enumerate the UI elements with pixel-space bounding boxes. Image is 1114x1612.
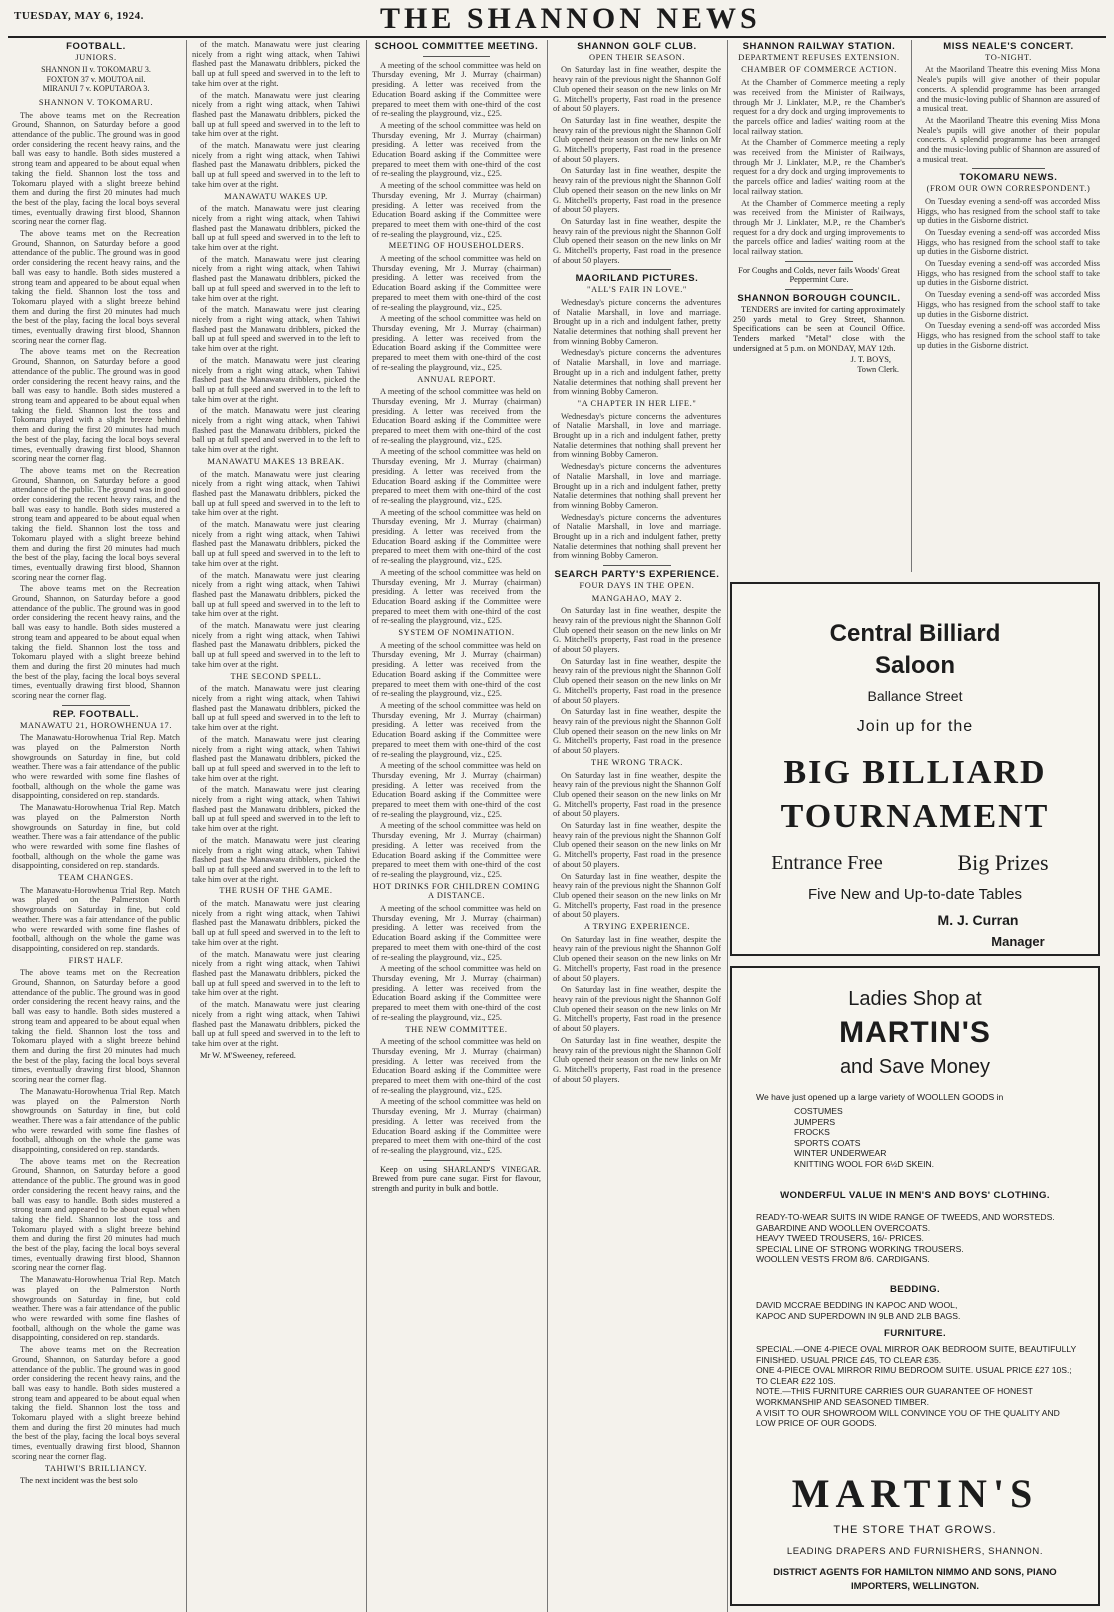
article-body xyxy=(553,771,721,921)
paragraph: At the Chamber of Commerce meeting a reply was received from the Minister of Railways, through Mr J. Linklater, M.P., re the Chamber's request for a dry dock and urging improvements to the parcels office and ladies' waiting room at the local railway station. xyxy=(733,138,905,196)
article-body xyxy=(372,387,541,626)
paragraph: On Saturday last in fine weather, despite the heavy rain of the previous night the Shannon Golf Club opened their season on the new links on Mr G. Mitchell's property, Fast road in the presence of about 50 players. xyxy=(553,770,721,819)
paragraph: On Saturday last in fine weather, despite the heavy rain of the previous night the Shannon Golf Club opened their season on the new links on Mr G. Mitchell's property, Fast road in the presence of about 50 players. xyxy=(553,985,721,1034)
ad-section-heading: FURNITURE. xyxy=(883,1328,947,1339)
article-heading: SHANNON V. TOKOMARU. xyxy=(38,97,154,107)
section-subheading: FOUR DAYS IN THE OPEN. xyxy=(579,580,695,590)
column-2 xyxy=(192,40,360,1612)
paragraph: A meeting of the school committee was held on Thursday evening, Mr J. Murray (chairman) presiding. A letter was received from the Education Board asking if the Committee were prepared to meet them with one-third of the cost of re-sealing the playground, viz., £25. xyxy=(372,120,541,179)
list-item: A VISIT TO OUR SHOWROOM WILL CONVINCE YOU OF THE QUALITY AND LOW PRICE OF OUR GOODS. xyxy=(756,1407,1060,1429)
paragraph: of the match. Manawatu were just clearing nicely from a right wing attack, when Tahiwi flashed past the Manawatu dribblers, picked the ball up at full speed and swerved in to the left to take him over at the right. xyxy=(192,734,360,783)
section-heading: MISS NEALE'S CONCERT. xyxy=(943,41,1074,52)
paragraph: The Manawatu-Horowhenua Trial Rep. Match was played on the Palmerston North showgrounds on Saturday in fine, but cold weather. There was a fair attendance of the public who were rewarded with some fine flashes of football, although on the whole the game was disappointing, considered on rep. standards. xyxy=(12,1086,180,1155)
paragraph: On Tuesday evening a send-off was accorded Miss Higgs, who has resigned from the school staff to take up duties in the Gisborne district. xyxy=(917,290,1100,319)
list-item: WINTER UNDERWEAR xyxy=(794,1148,887,1159)
paragraph: A meeting of the school committee was held on Thursday evening, Mr J. Murray (chairman) presiding. A letter was received from the Education Board asking if the Committee were prepared to meet them with one-third of the cost of re-sealing the playground, viz., £25. xyxy=(372,701,541,759)
paragraph: The above teams met on the Recreation Ground, Shannon, on Saturday before a good attendance of the public. The ground was in good order considering the recent heavy rains, and the ball was easy to handle. Both sides mustered a strong team and appeared to be about equal when taking the field. Shannon lost the toss and Tokomaru played with a slight breeze behind them and during the first 20 minutes had much the best of the play, facing the local boys several times, eventually drawing first blood, Shannon scoring near the corner flag. xyxy=(12,465,180,582)
column-rule xyxy=(727,40,728,1612)
ad-line: Ladies Shop at xyxy=(848,988,982,1010)
ad-headline: MARTIN'S xyxy=(791,1471,1039,1516)
ad-section-heading: BEDDING. xyxy=(889,1284,941,1295)
list-item: FROCKS xyxy=(794,1127,830,1138)
paragraph: On Saturday last in fine weather, despite the heavy rain of the previous night the Shannon Golf Club opened their season on the new links on Mr G. Mitchell's property, Fast road in the presence of about 50 players. xyxy=(553,115,721,164)
paragraph: A meeting of the school committee was held on Thursday evening, Mr J. Murray (chairman) presiding. A letter was received from the Education Board asking if the Committee were prepared to meet them with one-third of the cost of re-sealing the playground, viz., £25. xyxy=(372,964,541,1022)
divider xyxy=(785,261,854,262)
masthead-title: THE SHANNON NEWS xyxy=(380,2,761,35)
section-subheading: CHAMBER OF COMMERCE ACTION. xyxy=(741,65,897,75)
paragraph: A meeting of the school committee was held on Thursday evening, Mr J. Murray (chairman) presiding. A letter was received from the Education Board asking if the Committee were prepared to meet them with one-third of the cost of re-sealing the playground, viz., £25. xyxy=(372,1037,541,1095)
paragraph: A meeting of the school committee was held on Thursday evening, Mr J. Murray (chairman) presiding. A letter was received from the Education Board asking if the Committee were prepared to meet them with one-third of the cost of re-sealing the playground, viz., £25. xyxy=(372,181,541,239)
list-item: GABARDINE AND WOOLLEN OVERCOATS. xyxy=(756,1222,931,1233)
list-item: DAVID MCCRAE BEDDING IN KAPOC AND WOOL, xyxy=(756,1300,958,1310)
paragraph: A meeting of the school committee was held on Thursday evening, Mr J. Murray (chairman) presiding. A letter was received from the Education Board asking if the Committee were prepared to meet them with one-third of the cost of re-sealing the playground, viz., £25. xyxy=(372,507,541,566)
paragraph: The above teams met on the Recreation Ground, Shannon, on Saturday before a good attendance of the public. The ground was in good order considering the recent heavy rains, and the ball was easy to handle. Both sides mustered a strong team and appeared to be about equal when taking the field. Shannon lost the toss and Tokomaru played with a slight breeze behind them and during the first 20 minutes had much the best of the play, facing the local boys several times, eventually drawing first blood, Shannon scoring near the corner flag. xyxy=(12,584,180,701)
paragraph: A meeting of the school committee was held on Thursday evening, Mr J. Murray (chairman) presiding. A letter was received from the Education Board asking if the Committee were prepared to meet them with one-third of the cost of re-sealing the playground, viz., £25. xyxy=(372,904,541,962)
article-body xyxy=(12,111,180,701)
results-list xyxy=(12,65,180,94)
paragraph: A meeting of the school committee was held on Thursday evening, Mr J. Murray (chairman) presiding. A letter was received from the Education Board asking if the Committee were prepared to meet them with one-third of the cost of re-sealing the playground, viz., £25. xyxy=(372,254,541,312)
list-item: WOOLLEN VESTS FROM 8/6. CARDIGANS. xyxy=(756,1254,930,1265)
paragraph: The Manawatu-Horowhenua Trial Rep. Match was played on the Palmerston North showgrounds on Saturday in fine, but cold weather. There was a fair attendance of the public who were rewarded with some fine flashes of football, although on the whole the game was disappointing, considered on rep. standards. xyxy=(12,733,180,801)
list-item: SPECIAL.—ONE 4-PIECE OVAL MIRROR OAK BEDROOM SUITE, BEAUTIFULLY FINISHED. USUAL PRICE £45, TO CLEAR £35. xyxy=(756,1344,1077,1365)
paragraph: Wednesday's picture concerns the adventures of Natalie Marshall, in love and marriage. Brought up in a rich and indulgent father, pretty Natalie determines that nothing shall prevent her from winning Bobby Cameron. xyxy=(553,297,721,346)
paragraph: On Tuesday evening a send-off was accorded Miss Higgs, who has resigned from the school staff to take up duties in the Gisborne district. xyxy=(917,227,1100,257)
paragraph: On Saturday last in fine weather, despite the heavy rain of the previous night the Shannon Golf Club opened their season on the new links on Mr G. Mitchell's property, Fast road in the presence of about 50 players. xyxy=(553,656,721,705)
paragraph: On Saturday last in fine weather, despite the heavy rain of the previous night the Shannon Golf Club opened their season on the new links on Mr G. Mitchell's property, Fast road in the presence of about 50 players. xyxy=(553,65,721,114)
article-subheading: MANAWATU MAKES 13 BREAK. xyxy=(207,456,345,466)
ad-line: Saloon xyxy=(874,652,955,679)
section-heading: TOKOMARU NEWS. xyxy=(959,172,1058,184)
ad-signature: M. J. Curran xyxy=(937,912,1019,928)
paragraph: Wednesday's picture concerns the adventures of Natalie Marshall, in love and marriage. Brought up in a rich and indulgent father, pretty Natalie determines that nothing shall prevent her from winning Bobby Cameron. xyxy=(553,411,721,460)
woollens-list xyxy=(794,1106,1078,1170)
section-heading: REP. FOOTBALL. xyxy=(52,708,140,720)
paragraph: of the match. Manawatu were just clearing nicely from a right wing attack, when Tahiwi flashed past the Manawatu dribblers, picked the ball up at full speed and swerved in to the left to take him over at the right. xyxy=(192,621,360,669)
paragraph: A meeting of the school committee was held on Thursday evening, Mr J. Murray (chairman) presiding. A letter was received from the Education Board asking if the Committee were prepared to meet them with one-third of the cost of re-sealing the playground, viz., £25. xyxy=(372,447,541,505)
dateline: MANGAHAO, MAY 2. xyxy=(591,593,683,603)
ad-headline: BIG BILLIARD xyxy=(783,754,1047,791)
article-subheading: "A CHAPTER IN HER LIFE." xyxy=(577,398,697,408)
ad-line: Big Prizes xyxy=(957,850,1049,875)
ad-line: and Save Money xyxy=(839,1056,991,1078)
list-item: HEAVY TWEED TROUSERS, 16/- PRICES. xyxy=(756,1233,924,1244)
paragraph: On Tuesday evening a send-off was accorded Miss Higgs, who has resigned from the school staff to take up duties in the Gisborne district. xyxy=(917,196,1100,226)
issue-date: TUESDAY, MAY 6, 1924. xyxy=(14,10,144,22)
paragraph: of the match. Manawatu were just clearing nicely from a right wing attack, when Tahiwi flashed past the Manawatu dribblers, picked the ball up at full speed and swerved in to the left to take him over at the right. xyxy=(192,1000,360,1048)
article-body xyxy=(372,254,541,372)
section-heading: SEARCH PARTY'S EXPERIENCE. xyxy=(554,569,720,581)
article-body xyxy=(553,298,721,397)
divider xyxy=(423,56,491,57)
section-heading: SHANNON GOLF CLUB. xyxy=(577,41,697,52)
paragraph: of the match. Manawatu were just clearing nicely from a right wing attack, when Tahiwi flashed past the Manawatu dribblers, picked the ball up at full speed and swerved in to the left to take him over at the right. xyxy=(192,254,360,303)
column-rule xyxy=(911,40,912,572)
paragraph: of the match. Manawatu were just clearing nicely from a right wing attack, when Tahiwi flashed past the Manawatu dribblers, picked the ball up at full speed and swerved in to the left to take him over at the right. xyxy=(192,949,360,998)
paragraph: On Saturday last in fine weather, despite the heavy rain of the previous night the Shannon Golf Club opened their season on the new links on Mr G. Mitchell's property, Fast road in the presence of about 50 players. xyxy=(553,606,721,655)
martins-advertisement xyxy=(730,966,1100,1606)
article-subheading: FIRST HALF. xyxy=(68,955,124,965)
article-body xyxy=(12,733,180,871)
article-body xyxy=(553,606,721,756)
vinegar-notice: Keep on using SHARLAND'S VINEGAR. Brewed from pure cane sugar. First for flavour, strength and purity in bulk and bottle. xyxy=(372,1164,541,1194)
list-item: SPECIAL LINE OF STRONG WORKING TROUSERS. xyxy=(756,1243,964,1254)
article-subheading: MANAWATU WAKES UP. xyxy=(224,191,328,201)
article-body xyxy=(12,968,180,1461)
paragraph: The above teams met on the Recreation Ground, Shannon, on Saturday before a good attendance of the public. The ground was in good order considering the recent heavy rains, and the ball was easy to handle. Both sides mustered a strong team and appeared to be about equal when taking the field. Shannon lost the toss and Tokomaru played with a slight breeze behind them and during the first 20 minutes had much the best of the play, facing the local boys several times, eventually drawing first blood, Shannon scoring near the corner flag. xyxy=(12,110,180,227)
ad-line: DISTRICT AGENTS FOR HAMILTON NIMMO AND SONS, PIANO IMPORTERS, WELLINGTON. xyxy=(773,1567,1057,1592)
paragraph: A meeting of the school committee was held on Thursday evening, Mr J. Murray (chairman) presiding. A letter was received from the Education Board asking if the Committee were prepared to meet them with one-third of the cost of re-sealing the playground, viz., £25. xyxy=(372,761,541,819)
ad-section-heading: WONDERFUL VALUE IN MEN'S AND BOYS' CLOTHING. xyxy=(780,1190,1050,1201)
column-rule xyxy=(186,40,187,1612)
ad-line: LEADING DRAPERS AND FURNISHERS, SHANNON. xyxy=(786,1546,1044,1557)
paragraph: The above teams met on the Recreation Ground, Shannon, on Saturday before a good attendance of the public. The ground was in good order considering the recent heavy rains, and the ball was easy to handle. Both sides mustered a strong team and appeared to be about equal when taking the field. Shannon lost the toss and Tokomaru played with a slight breeze behind them and during the first 20 minutes had much the best of the play, facing the local boys several times, eventually drawing first blood, Shannon scoring near the corner flag. xyxy=(12,968,180,1085)
divider xyxy=(423,1160,491,1161)
article-body xyxy=(917,197,1100,351)
paragraph: of the match. Manawatu were just clearing nicely from a right wing attack, when Tahiwi flashed past the Manawatu dribblers, picked the ball up at full speed and swerved in to the left to take him over at the right. xyxy=(192,141,360,189)
ad-line: THE STORE THAT GROWS. xyxy=(833,1524,997,1536)
paragraph: The Manawatu-Horowhenua Trial Rep. Match was played on the Palmerston North showgrounds on Saturday in fine, but cold weather. There was a fair attendance of the public who were rewarded with some fine flashes of football, although on the whole the game was disappointing, considered on rep. standards. xyxy=(12,803,180,871)
paragraph: The Manawatu-Horowhenua Trial Rep. Match was played on the Palmerston North showgrounds on Saturday in fine, but cold weather. There was a fair attendance of the public who were rewarded with some fine flashes of football, although on the whole the game was disappointing, considered on rep. standards. xyxy=(12,885,180,953)
paragraph: of the match. Manawatu were just clearing nicely from a right wing attack, when Tahiwi flashed past the Manawatu dribblers, picked the ball up at full speed and swerved in to the left to take him over at the right. xyxy=(192,355,360,404)
bedding-list xyxy=(756,1300,1078,1321)
section-subheading: OPEN THEIR SEASON. xyxy=(588,52,686,62)
divider xyxy=(785,289,854,290)
column-rule xyxy=(366,40,367,1612)
signature-name: J. T. BOYS, xyxy=(850,355,891,365)
list-item: NOTE.—THIS FURNITURE CARRIES OUR GUARANTEE OF HONEST WORKMANSHIP AND SEASONED TIMBER. xyxy=(756,1386,1033,1407)
paragraph: On Saturday last in fine weather, despite the heavy rain of the previous night the Shannon Golf Club opened their season on the new links on Mr G. Mitchell's property, Fast road in the presence of about 50 players. xyxy=(553,871,721,920)
section-subheading: "ALL'S FAIR IN LOVE." xyxy=(587,285,687,295)
signature-title: Town Clerk. xyxy=(857,365,899,375)
paragraph: On Saturday last in fine weather, despite the heavy rain of the previous night the Shannon Golf Club opened their season on the new links on Mr G. Mitchell's property, Fast road in the presence of about 50 players. xyxy=(553,216,721,265)
ad-signature-title: Manager xyxy=(991,934,1045,949)
section-heading: SHANNON RAILWAY STATION. xyxy=(742,41,896,52)
article-body xyxy=(192,899,360,1049)
article-body xyxy=(192,204,360,455)
article-body xyxy=(192,684,360,884)
paragraph: of the match. Manawatu were just clearing nicely from a right wing attack, when Tahiwi flashed past the Manawatu dribblers, picked the ball up at full speed and swerved in to the left to take him over at the right. xyxy=(192,469,360,518)
paragraph: A meeting of the school committee was held on Thursday evening, Mr J. Murray (chairman) presiding. A letter was received from the Education Board asking if the Committee were prepared to meet them with one-third of the cost of re-sealing the playground, viz., £25. xyxy=(372,314,541,372)
article-subheading: THE RUSH OF THE GAME. xyxy=(219,886,333,896)
article-body xyxy=(553,412,721,562)
paragraph: At the Maoriland Theatre this evening Miss Mona Neale's pupils will give another of their popular concerts. A splendid programme has been arranged and the music-loving public of Shannon are assured of a musical treat. xyxy=(917,115,1100,164)
ad-line: Entrance Free xyxy=(771,852,883,874)
paragraph: A meeting of the school committee was held on Thursday evening, Mr J. Murray (chairman) presiding. A letter was received from the Education Board asking if the Committee were prepared to meet them with one-third of the cost of re-sealing the playground, viz., £25. xyxy=(372,1097,541,1155)
section-subheading: TO-NIGHT. xyxy=(985,52,1032,62)
paragraph: of the match. Manawatu were just clearing nicely from a right wing attack, when Tahiwi flashed past the Manawatu dribblers, picked the ball up at full speed and swerved in to the left to take him over at the right. xyxy=(192,520,360,568)
article-subheading: HOT DRINKS FOR CHILDREN COMING A DISTANCE. xyxy=(372,881,541,901)
column-4 xyxy=(553,40,721,1612)
article-body xyxy=(372,641,541,880)
paragraph: of the match. Manawatu were just clearing nicely from a right wing attack, when Tahiwi flashed past the Manawatu dribblers, picked the ball up at full speed and swerved in to the left to take him over at the right. xyxy=(192,570,360,619)
article-body xyxy=(192,470,360,670)
article-body xyxy=(192,40,360,190)
article-body xyxy=(372,904,541,1022)
ad-line: Central Billiard xyxy=(829,620,1001,647)
divider xyxy=(972,168,1045,169)
paragraph: On Saturday last in fine weather, despite the heavy rain of the previous night the Shannon Golf Club opened their season on the new links on Mr G. Mitchell's property, Fast road in the presence of about 50 players. xyxy=(553,707,721,756)
paragraph: The next incident was the best solo xyxy=(20,1476,138,1486)
paragraph: A meeting of the school committee was held on Thursday evening, Mr J. Murray (chairman) presiding. A letter was received from the Education Board asking if the Committee were prepared to meet them with one-third of the cost of re-sealing the playground, viz., £25. xyxy=(372,387,541,445)
column-1 xyxy=(12,40,180,1612)
paragraph: Wednesday's picture concerns the adventures of Natalie Marshall, in love and marriage. Brought up in a rich and indulgent father, pretty Natalie determines that nothing shall prevent her from winning Bobby Cameron. xyxy=(553,512,721,561)
section-heading: SCHOOL COMMITTEE MEETING. xyxy=(374,41,539,52)
cough-cure-notice: For Coughs and Colds, never fails Woods' Great Peppermint Cure. xyxy=(738,265,900,285)
paragraph: A meeting of the school committee was held on Thursday evening, Mr J. Murray (chairman) presiding. A letter was received from the Education Board asking if the Committee were prepared to meet them with one-third of the cost of re-sealing the playground, viz., £25. xyxy=(372,60,541,119)
paragraph: The above teams met on the Recreation Ground, Shannon, on Saturday before a good attendance of the public. The ground was in good order considering the recent heavy rains, and the ball was easy to handle. Both sides mustered a strong team and appeared to be about equal when taking the field. Shannon lost the toss and Tokomaru played with a slight breeze behind them and during the first 20 minutes had much the best of the play, facing the local boys several times, eventually drawing first blood, Shannon scoring near the corner flag. xyxy=(12,1345,180,1461)
paragraph: At the Maoriland Theatre this evening Miss Mona Neale's pupils will give another of their popular concerts. A splendid programme has been arranged and the music-loving public of Shannon are assured of a musical treat. xyxy=(917,65,1100,114)
paragraph: On Tuesday evening a send-off was accorded Miss Higgs, who has resigned from the school staff to take up duties in the Gisborne district. xyxy=(917,259,1100,288)
paragraph: A meeting of the school committee was held on Thursday evening, Mr J. Murray (chairman) presiding. A letter was received from the Education Board asking if the Committee were prepared to meet them with one-third of the cost of re-sealing the playground, viz., £25. xyxy=(372,640,541,699)
paragraph: Wednesday's picture concerns the adventures of Natalie Marshall, in love and marriage. Brought up in a rich and indulgent father, pretty Natalie determines that nothing shall prevent her from winning Bobby Cameron. xyxy=(553,462,721,510)
article-body xyxy=(733,78,905,257)
paragraph: On Saturday last in fine weather, despite the heavy rain of the previous night the Shannon Golf Club opened their season on the new links on Mr G. Mitchell's property, Fast road in the presence of about 50 players. xyxy=(553,166,721,215)
paragraph: A meeting of the school committee was held on Thursday evening, Mr J. Murray (chairman) presiding. A letter was received from the Education Board asking if the Committee were prepared to meet them with one-third of the cost of re-sealing the playground, viz., £25. xyxy=(372,821,541,879)
list-item: READY-TO-WEAR SUITS IN WIDE RANGE OF TWEEDS, AND WORSTEDS. xyxy=(756,1212,1055,1222)
article-subheading: MEETING OF HOUSEHOLDERS. xyxy=(388,241,525,251)
article-subheading: THE NEW COMMITTEE. xyxy=(405,1024,508,1034)
list-item: ONE 4-PIECE OVAL MIRROR RIMU BEDROOM SUITE. USUAL PRICE £27 10S.; TO CLEAR £22 10S. xyxy=(756,1365,1072,1386)
section-subheading: DEPARTMENT REFUSES EXTENSION. xyxy=(738,52,900,62)
article-subheading: A TRYING EXPERIENCE. xyxy=(583,922,691,932)
paragraph: The above teams met on the Recreation Ground, Shannon, on Saturday before a good attendance of the public. The ground was in good order considering the recent heavy rains, and the ball was easy to handle. Both sides mustered a strong team and appeared to be about equal when taking the field. Shannon lost the toss and Tokomaru played with a slight breeze behind them and during the first 20 minutes had much the best of the play, facing the local boys several times, eventually drawing first blood, Shannon scoring near the corner flag. xyxy=(12,1156,180,1273)
paragraph: of the match. Manawatu were just clearing nicely from a right wing attack, when Tahiwi flashed past the Manawatu dribblers, picked the ball up at full speed and swerved in to the left to take him over at the right. xyxy=(192,40,360,88)
article-body xyxy=(917,65,1100,164)
paragraph: On Saturday last in fine weather, despite the heavy rain of the previous night the Shannon Golf Club opened their season on the new links on Mr G. Mitchell's property, Fast road in the presence of about 50 players. xyxy=(553,934,721,983)
section-heading: SHANNON BOROUGH COUNCIL. xyxy=(737,293,901,305)
section-heading: MAORILAND PICTURES. xyxy=(575,273,699,285)
paragraph: of the match. Manawatu were just clearing nicely from a right wing attack, when Tahiwi flashed past the Manawatu dribblers, picked the ball up at full speed and swerved in to the left to take him over at the right. xyxy=(192,305,360,354)
column-6 xyxy=(917,40,1100,572)
paragraph: The Manawatu-Horowhenua Trial Rep. Match was played on the Palmerston North showgrounds on Saturday in fine, but cold weather. There was a fair attendance of the public who were rewarded with some fine flashes of football, although on the whole the game was disappointing, considered on rep. standards. xyxy=(12,1275,180,1343)
article-body xyxy=(553,935,721,1085)
result-line: SHANNON II v. TOKOMARU 3. xyxy=(41,65,151,75)
article-subheading: TAHIWI'S BRILLIANCY. xyxy=(44,1463,147,1473)
paragraph: The above teams met on the Recreation Ground, Shannon, on Saturday before a good attendance of the public. The ground was in good order considering the recent heavy rains, and the ball was easy to handle. Both sides mustered a strong team and appeared to be about equal when taking the field. Shannon lost the toss and Tokomaru played with a slight breeze behind them and during the first 20 minutes had much the best of the play, facing the local boys several times, eventually drawing first blood, Shannon scoring near the corner flag. xyxy=(12,229,180,345)
divider xyxy=(603,565,670,566)
tender-notice: TENDERS are invited for carting approximately 250 yards metal to Grey Street, Shannon. Specifications can be seen at Council Office. Tenders marked "Metal" close with the undersigned at 5 p.m. on MONDAY, MAY 12th. xyxy=(733,304,905,353)
ad-headline: MARTIN'S xyxy=(839,1016,991,1049)
mens-list xyxy=(756,1212,1078,1265)
divider xyxy=(62,705,129,706)
column-3 xyxy=(372,40,541,1612)
paragraph: On Saturday last in fine weather, despite the heavy rain of the previous night the Shannon Golf Club opened their season on the new links on Mr G. Mitchell's property, Fast road in the presence of about 50 players. xyxy=(553,1035,721,1084)
paragraph: The above teams met on the Recreation Ground, Shannon, on Saturday before a good attendance of the public. The ground was in good order considering the recent heavy rains, and the ball was easy to handle. Both sides mustered a strong team and appeared to be about equal when taking the field. Shannon lost the toss and Tokomaru played with a slight breeze behind them and during the first 20 minutes had much the best of the play, facing the local boys several times, eventually drawing first blood, Shannon scoring near the corner flag. xyxy=(12,347,180,464)
paragraph: On Tuesday evening a send-off was accorded Miss Higgs, who has resigned from the school staff to take up duties in the Gisborne district. xyxy=(917,321,1100,350)
column-rule xyxy=(547,40,548,1612)
paragraph: A meeting of the school committee was held on Thursday evening, Mr J. Murray (chairman) presiding. A letter was received from the Education Board asking if the Committee were prepared to meet them with one-third of the cost of re-sealing the playground, viz., £25. xyxy=(372,567,541,626)
list-item: COSTUMES xyxy=(794,1106,843,1116)
ad-line: Five New and Up-to-date Tables xyxy=(808,886,1022,903)
article-heading: MANAWATU 21, HOROWHENUA 17. xyxy=(19,720,173,730)
ad-line: Ballance Street xyxy=(867,688,963,704)
paragraph: On Saturday last in fine weather, despite the heavy rain of the previous night the Shannon Golf Club opened their season on the new links on Mr G. Mitchell's property, Fast road in the presence of about 50 players. xyxy=(553,821,721,869)
article-subheading: SYSTEM OF NOMINATION. xyxy=(398,628,515,638)
list-item: KNITTING WOOL FOR 6½D SKEIN. xyxy=(794,1158,935,1169)
list-item: SPORTS COATS xyxy=(794,1137,861,1148)
masthead-bar xyxy=(8,0,1106,38)
billiard-advertisement xyxy=(730,582,1100,956)
article-body xyxy=(12,886,180,954)
section-subheading: (FROM OUR OWN CORRESPONDENT.) xyxy=(926,184,1091,194)
paragraph: of the match. Manawatu were just clearing nicely from a right wing attack, when Tahiwi flashed past the Manawatu dribblers, picked the ball up at full speed and swerved in to the left to take him over at the right. xyxy=(192,406,360,455)
referee-line: Mr W. M'Sweeney, refereed. xyxy=(200,1050,296,1060)
paragraph: of the match. Manawatu were just clearing nicely from a right wing attack, when Tahiwi flashed past the Manawatu dribblers, picked the ball up at full speed and swerved in to the left to take him over at the right. xyxy=(192,785,360,834)
paragraph: Wednesday's picture concerns the adventures of Natalie Marshall, in love and marriage. Brought up in a rich and indulgent father, pretty Natalie determines that nothing shall prevent her from winning Bobby Cameron. xyxy=(553,348,721,397)
paragraph: At the Chamber of Commerce meeting a reply was received from the Minister of Railways, through Mr J. Linklater, M.P., re the Chamber's request for a dry dock and urging improvements to the parcels office and ladies' waiting room at the local railway station. xyxy=(733,78,905,136)
result-line: MIRANUI 7 v. KOPUTAROA 3. xyxy=(42,84,150,94)
ad-line: Join up for the xyxy=(856,718,974,735)
paragraph: At the Chamber of Commerce meeting a reply was received from the Minister of Railways, through Mr J. Linklater, M.P., re the Chamber's request for a dry dock and urging improvements to the parcels office and ladies' waiting room at the local railway station. xyxy=(733,198,905,257)
article-subheading: THE WRONG TRACK. xyxy=(591,757,683,767)
column-5 xyxy=(733,40,905,572)
section-heading: FOOTBALL. xyxy=(66,41,126,52)
article-body xyxy=(372,1037,541,1155)
paragraph: of the match. Manawatu were just clearing nicely from a right wing attack, when Tahiwi flashed past the Manawatu dribblers, picked the ball up at full speed and swerved in to the left to take him over at the right. xyxy=(192,899,360,947)
paragraph: of the match. Manawatu were just clearing nicely from a right wing attack, when Tahiwi flashed past the Manawatu dribblers, picked the ball up at full speed and swerved in to the left to take him over at the right. xyxy=(192,684,360,733)
article-subheading: ANNUAL REPORT. xyxy=(417,374,496,384)
list-item: KAPOC AND SUPERDOWN IN 9LB AND 2LB BAGS. xyxy=(756,1310,961,1321)
article-body xyxy=(553,65,721,265)
furniture-list xyxy=(756,1344,1078,1429)
divider xyxy=(603,269,670,270)
paragraph: of the match. Manawatu were just clearing nicely from a right wing attack, when Tahiwi flashed past the Manawatu dribblers, picked the ball up at full speed and swerved in to the left to take him over at the right. xyxy=(192,90,360,139)
article-subheading: THE SECOND SPELL. xyxy=(230,671,322,681)
article-subheading: TEAM CHANGES. xyxy=(58,873,134,883)
ad-headline: TOURNAMENT xyxy=(780,798,1050,835)
list-item: JUMPERS xyxy=(794,1116,836,1127)
article-body xyxy=(372,61,541,240)
ad-intro: We have just opened up a large variety of WOOLLEN GOODS in xyxy=(756,1092,1004,1102)
paragraph: of the match. Manawatu were just clearing nicely from a right wing attack, when Tahiwi flashed past the Manawatu dribblers, picked the ball up at full speed and swerved in to the left to take him over at the right. xyxy=(192,835,360,884)
result-line: FOXTON 37 v. MOUTOA nil. xyxy=(46,74,146,84)
section-subheading: JUNIORS. xyxy=(75,52,117,62)
paragraph: of the match. Manawatu were just clearing nicely from a right wing attack, when Tahiwi flashed past the Manawatu dribblers, picked the ball up at full speed and swerved in to the left to take him over at the right. xyxy=(192,204,360,253)
